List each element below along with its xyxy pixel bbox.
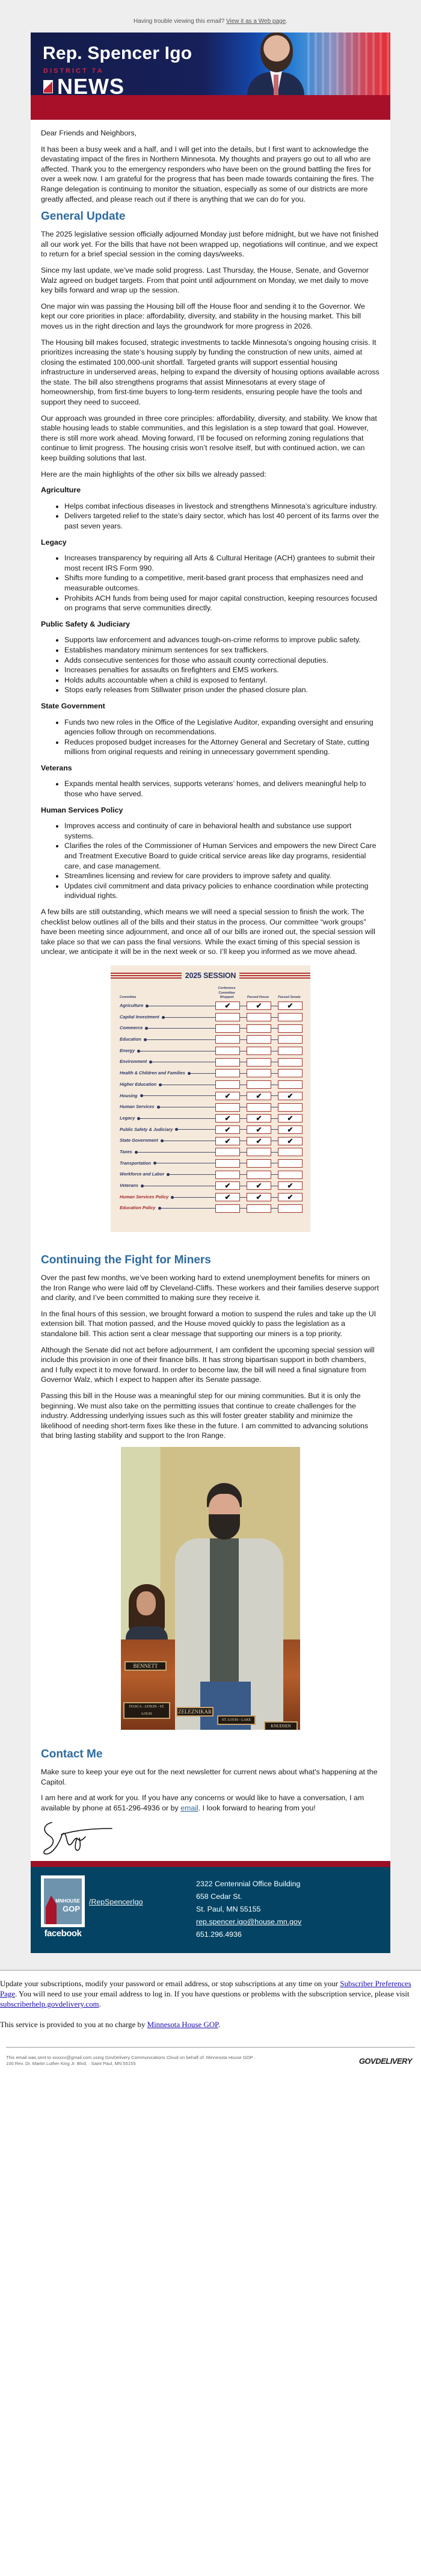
checklist-row xyxy=(111,1113,310,1124)
empty-checkbox xyxy=(215,1171,240,1179)
banner-district: DISTRICT 7A xyxy=(43,67,104,75)
committee-name: State Government xyxy=(120,1138,158,1144)
list-item: • Establishes mandatory minimum sentences for sex traffickers. xyxy=(64,645,380,655)
checkmark-icon: ✔ xyxy=(278,1114,303,1122)
empty-checkbox xyxy=(215,1024,240,1033)
office-address xyxy=(196,1875,301,1941)
checkmark-icon: ✔ xyxy=(247,1181,271,1190)
connector-line xyxy=(271,1028,278,1029)
connector-line xyxy=(171,1197,215,1198)
empty-checkbox xyxy=(247,1204,271,1213)
conference-column-header: Conference Committee Wrapped xyxy=(218,986,236,1000)
committee-name: Agriculture xyxy=(120,1003,144,1009)
contact-paragraph xyxy=(41,1793,380,1813)
session-checklist-image xyxy=(41,965,380,1232)
checkmark-icon: ✔ xyxy=(278,1092,303,1100)
connector-line xyxy=(175,1129,215,1130)
committee-name: Taxes xyxy=(120,1148,132,1154)
bill-list-human-services-policy xyxy=(41,821,380,901)
miners-paragraph: Over the past few months, we’ve been working hard to extend unemployment benefits for miners on the Iron Range who were laid off by Cleveland-Cliffs. These workers and their families deserve support and clarity, and I’ve been committed to making sure they receive it. xyxy=(41,1274,379,1302)
update-paragraph: Our approach was grounded in three core principles: affordability, diversity, and stability. We know that stable housing leads to stable communities, and this legislation is a step toward that goal. However, there is still more work ahead. Moving forward, I’ll be focused on reforming zoning regulations that continue to limit progress. The housing crisis won’t resolve itself, but with continued action, we can keep building solutions that last. xyxy=(41,413,377,463)
stripes-decoration xyxy=(111,973,182,979)
list-item: • Helps combat infectious diseases in livestock and strengthens Minnesota’s agriculture industry. xyxy=(64,501,380,512)
checkmark-icon: ✔ xyxy=(215,1092,240,1100)
logo-text: MNHOUSE xyxy=(55,1898,80,1904)
minnesota-house-gop-link[interactable]: Minnesota House GOP xyxy=(147,2020,218,2030)
connector-line xyxy=(158,1208,215,1209)
connector-line xyxy=(240,1073,247,1074)
bill-list-veterans xyxy=(41,779,380,799)
connector-line xyxy=(271,1129,278,1130)
connector-line xyxy=(240,1174,247,1175)
empty-checkbox xyxy=(215,1080,240,1089)
connector-line xyxy=(240,1152,247,1153)
checklist-row xyxy=(111,1147,310,1158)
list-item: • Streamlines licensing and review for care providers to improve safety and quality. xyxy=(64,871,380,881)
address-line: St. Paul, MN 55155 xyxy=(196,1905,261,1914)
signature-icon xyxy=(41,1819,119,1856)
empty-checkbox xyxy=(247,1024,271,1033)
connector-line xyxy=(240,1039,247,1040)
footer-red-bar xyxy=(31,1861,390,1867)
connector-line xyxy=(145,1028,215,1029)
preheader xyxy=(0,17,421,33)
connector-line xyxy=(188,1073,215,1074)
checklist-row xyxy=(111,1203,310,1214)
facebook-icon: facebook xyxy=(44,1928,82,1939)
govdelivery-logo[interactable]: GOVDELIVERY xyxy=(358,2056,412,2066)
empty-checkbox xyxy=(278,1171,303,1179)
connector-line xyxy=(271,1152,278,1153)
list-item: • Improves access and continuity of care in behavioral health and substance use support systems. xyxy=(64,821,380,841)
footer-social xyxy=(41,1875,189,1941)
checklist-title: 2025 SESSION xyxy=(185,971,236,980)
facebook-handle xyxy=(89,1898,143,1941)
list-item: • Stops early releases from Stillwater prison under the phased closure plan. xyxy=(64,685,380,695)
checkmark-icon: ✔ xyxy=(247,1114,271,1122)
empty-checkbox xyxy=(247,1080,271,1089)
subscription-text xyxy=(0,1971,421,2030)
connector-line xyxy=(135,1152,215,1153)
checkmark-icon: ✔ xyxy=(247,1092,271,1100)
bill-heading-veterans: Veterans xyxy=(41,763,72,772)
connector-line xyxy=(240,1028,247,1029)
preheader-text: Having trouble viewing this email? xyxy=(134,18,225,25)
checklist-row xyxy=(111,1012,310,1023)
bill-heading-agriculture: Agriculture xyxy=(41,486,81,495)
checklist-row xyxy=(111,1158,310,1169)
list-item: • Increases penalties for assaults on firefighters and EMS workers. xyxy=(64,665,380,675)
bill-list-public-safety xyxy=(41,635,380,695)
empty-checkbox xyxy=(215,1069,240,1077)
committee-name: Higher Education xyxy=(120,1081,157,1087)
bill-heading-state-government: State Government xyxy=(41,701,105,710)
list-item: • Increases transparency by requiring all Arts & Cultural Heritage (ACH) grantees to submit their most recent IRS Form 990. xyxy=(64,553,380,573)
intro-paragraph: It has been a busy week and a half, and I will get into the details, but I first want to acknowledge the devastating impact of the fires in Northern Minnesota. My thoughts and prayers go out to all who are affected. Thank you to the emergency responders who have been on the ground battling the fires for over a week now. I am grateful for the progress that has been made towards containing the fires. The Range delegation is continuing to monitor the situation, especially as some of our districts are more greatly affected, and please reach out if there is anything that we can do for you. xyxy=(41,144,374,203)
connector-line xyxy=(140,1095,215,1096)
connector-line xyxy=(271,1017,278,1018)
banner-news-row xyxy=(43,76,124,98)
committee-name: Housing xyxy=(120,1092,138,1098)
committee-name: Education xyxy=(120,1036,141,1042)
committee-name: Legacy xyxy=(120,1115,135,1121)
checklist-rows xyxy=(111,1000,310,1214)
connector-line xyxy=(271,1174,278,1175)
committee-name: Energy xyxy=(120,1047,135,1053)
update-paragraph: The 2025 legislative session officially adjourned Monday just before midnight, but we have not finished all our work yet. For the bills that have not been wrapped up, negotiations will continue, and we expect to return for a brief special session in the coming days/weeks. xyxy=(41,230,379,259)
list-item: • Updates civil commitment and data privacy policies to enhance coordination while protecting individual rights. xyxy=(64,881,380,901)
empty-checkbox xyxy=(247,1058,271,1067)
bill-list-agriculture xyxy=(41,501,380,531)
miners-heading: Continuing the Fight for Miners xyxy=(41,1254,211,1267)
empty-checkbox xyxy=(215,1148,240,1156)
greeting: Dear Friends and Neighbors, xyxy=(41,129,137,137)
legal-text: This email was sent to xxxxxx@gmail.com using GovDelivery Communications Cloud on behalf of: Minnesota House GOP · 100 Rev. Dr. Martin Luther King Jr. Blvd. · Saint Paul, MN 55155 xyxy=(6,2055,256,2067)
house-floor-photo xyxy=(41,1447,380,1730)
closing-paragraph: A few bills are still outstanding, which means we will need a special session to finish the work. The checklist below outlines all of the bills and their status in the process. Our committee “work groups” have been meeting since adjournment, and once all of our bills are ironed out, the special session will take place so that we can pass the final versions. While the exact timing of this special session is unclear, we anticipate it will be in the next week or so. I’ll keep you informed as we move ahead. xyxy=(41,908,375,956)
empty-checkbox xyxy=(278,1024,303,1033)
contact-text: I am here and at work for you. If you have any concerns or would like to have a conversation, I am available by phone at 651-296-4936 or by xyxy=(41,1794,364,1812)
empty-checkbox xyxy=(247,1148,271,1156)
connector-line xyxy=(271,1197,278,1198)
capitol-building-image xyxy=(307,33,390,95)
empty-checkbox xyxy=(247,1171,271,1179)
checkmark-icon: ✔ xyxy=(215,1114,240,1122)
checkmark-icon: ✔ xyxy=(215,1181,240,1190)
connector-line xyxy=(271,1118,278,1119)
contact-paragraph: Make sure to keep your eye out for the next newsletter for current news about what's happening at the Capitol. xyxy=(41,1767,378,1786)
checklist-row xyxy=(111,1180,310,1192)
empty-checkbox xyxy=(278,1013,303,1021)
address-line: 2322 Centennial Office Building xyxy=(196,1880,301,1889)
empty-checkbox xyxy=(278,1035,303,1044)
update-paragraph: The Housing bill makes focused, strategic investments to tackle Minnesota’s ongoing housing crisis. It prioritizes increasing the state’s housing supply by funding the construction of new units, aimed at closing the estimated 100,000-unit shortfall. Targeted grants will support essential housing infrastructure in underserved areas, helping to expand the diversity of housing options available across the state. The bill also strengthens programs that assist Minnesotans at every stage of homeownership, from first-time buyers to long-term residents, ensuring people have the tools and support they need to succeed. xyxy=(41,338,380,407)
contact-text: . I look forward to hearing from you! xyxy=(198,1803,316,1812)
committee-name: Health & Children and Families xyxy=(120,1070,185,1076)
miners-paragraph: In the final hours of this session, we brought forward a motion to suspend the rules and take up the UI extension bill. That motion passed, and the House moved quickly to pass the legislation as a standalone bill. This action sent a clear message that supporting our miners is a top priority. xyxy=(41,1309,376,1338)
checkmark-icon: ✔ xyxy=(278,1137,303,1145)
empty-checkbox xyxy=(278,1103,303,1112)
contact-heading: Contact Me xyxy=(41,1747,103,1760)
subscription-text-part: This service is provided to you at no charge by xyxy=(0,2020,147,2030)
checkmark-icon: ✔ xyxy=(215,1137,240,1145)
list-item: • Prohibits ACH funds from being used for major capital construction, keeping resources focused on programs that serve communities directly. xyxy=(64,593,380,613)
mn-house-gop-logo-icon xyxy=(43,80,53,93)
list-item: • Clarifies the roles of the Commissioner of Human Services and empowers the new Direct Care and Treatment Executive Board to guide critical service areas like day programs, residential care, and case management. xyxy=(64,841,380,871)
connector-line xyxy=(271,1208,278,1209)
checklist-row xyxy=(111,1135,310,1147)
empty-checkbox xyxy=(215,1013,240,1021)
header-banner xyxy=(31,33,390,120)
checklist-row xyxy=(111,1079,310,1091)
committee-name: Transportation xyxy=(120,1160,152,1166)
subscription-text-part: . xyxy=(218,2020,221,2030)
list-item: • Reduces proposed budget increases for the Attorney General and Secretary of State, cutting millions from original requests and reining in unnecessary government spending. xyxy=(64,737,380,757)
list-item: • Supports law enforcement and advances tough-on-crime reforms to improve public safety. xyxy=(64,635,380,645)
committee-name: Environment xyxy=(120,1059,147,1065)
checklist-row xyxy=(111,1192,310,1203)
empty-checkbox xyxy=(247,1159,271,1168)
empty-checkbox xyxy=(278,1159,303,1168)
empty-checkbox xyxy=(247,1103,271,1112)
empty-checkbox xyxy=(215,1058,240,1067)
email-link[interactable]: email xyxy=(180,1803,198,1812)
main-content xyxy=(31,120,390,1856)
photo-rep-speaking xyxy=(121,1447,300,1730)
bill-list-state-government xyxy=(41,717,380,757)
checkmark-icon: ✔ xyxy=(278,1181,303,1190)
empty-checkbox xyxy=(247,1069,271,1077)
committee-name: Commerce xyxy=(120,1025,143,1031)
checkmark-icon: ✔ xyxy=(247,1193,271,1201)
checkmark-icon: ✔ xyxy=(215,1193,240,1201)
checkmark-icon: ✔ xyxy=(215,1002,240,1010)
connector-line xyxy=(240,1129,247,1130)
list-item: • Shifts more funding to a competitive, merit-based grant process that emphasizes need and measurable outcomes. xyxy=(64,573,380,593)
connector-line xyxy=(271,1095,278,1096)
nameplate: BENNETT xyxy=(124,1661,167,1671)
banner-red-bar xyxy=(31,95,390,120)
subscriber-help-link[interactable]: subscriberhelp.govdelivery.com xyxy=(0,2000,99,2009)
miners-paragraph: Although the Senate did not act before adjournment, I am confident the upcoming special session will include this provision in one of their finance bills. It has strong bipartisan support in both chambers, and I fully expect it to move forward. In order to become law, the bill will need a final signature from Governor Walz, which I expect to happen after its Senate passage. xyxy=(41,1345,375,1384)
house-column-header: Passed House xyxy=(247,995,269,1000)
footer-phone: 651.296.4936 xyxy=(196,1930,242,1939)
committee-name: Education Policy xyxy=(120,1205,156,1211)
checkmark-icon: ✔ xyxy=(247,1002,271,1010)
banner-title: Rep. Spencer Igo xyxy=(43,43,192,63)
checkmark-icon: ✔ xyxy=(278,1002,303,1010)
connector-line xyxy=(137,1118,215,1119)
legal-footer xyxy=(0,2048,421,2067)
subscription-text-part: . xyxy=(99,2000,101,2009)
stripes-decoration xyxy=(239,973,310,979)
empty-checkbox xyxy=(215,1204,240,1213)
checklist-row xyxy=(111,1124,310,1136)
checklist-row xyxy=(111,1056,310,1068)
list-item: • Delivers targeted relief to the state’s dairy sector, which has lost 40 percent of its farms over the past seven years. xyxy=(64,511,380,531)
committee-name: Veterans xyxy=(120,1183,138,1189)
checkmark-icon: ✔ xyxy=(278,1125,303,1134)
facebook-link[interactable]: /RepSpencerIgo xyxy=(89,1898,143,1907)
senate-column-header: Passed Senate xyxy=(278,995,301,1000)
facebook-logo[interactable] xyxy=(41,1875,85,1941)
view-web-page-link[interactable]: View it as a Web page xyxy=(226,18,286,25)
list-item: • Funds two new roles in the Office of the Legislative Auditor, expanding oversight and ensuring agencies follow through on recommendations. xyxy=(64,717,380,737)
empty-checkbox xyxy=(215,1047,240,1055)
committee-name: Capital Investment xyxy=(120,1014,159,1020)
subscription-text-part: Update your subscriptions, modify your password or email address, or stop subscriptions at any time on your xyxy=(0,1980,340,1989)
checklist-row xyxy=(111,1169,310,1180)
bill-heading-public-safety: Public Safety & Judiciary xyxy=(41,619,131,628)
committee-name: Workforce and Labor xyxy=(120,1171,165,1177)
connector-line xyxy=(240,1017,247,1018)
address-line: 658 Cedar St. xyxy=(196,1892,242,1901)
list-item: • Expands mental health services, supports veterans’ homes, and delivers meaningful help to those who have served. xyxy=(64,779,380,799)
nameplate: KNUDSEN xyxy=(264,1721,298,1730)
subscription-paragraph xyxy=(0,1979,421,2010)
connector-line xyxy=(167,1174,215,1175)
empty-checkbox xyxy=(215,1159,240,1168)
logo-text: GOP xyxy=(63,1904,80,1914)
bill-heading-human-services-policy: Human Services Policy xyxy=(41,805,123,814)
subscriber-preferences-link[interactable]: Subscriber Preferences Page xyxy=(0,1980,411,1999)
footer-contact-block xyxy=(31,1867,390,1953)
checklist-row xyxy=(111,1045,310,1057)
empty-checkbox xyxy=(278,1047,303,1055)
connector-line xyxy=(240,1197,247,1198)
footer-email-link[interactable]: rep.spencer.igo@house.mn.gov xyxy=(196,1918,302,1927)
signature-image xyxy=(41,1819,380,1856)
committee-column-header: Committee xyxy=(120,995,137,1000)
checklist-row xyxy=(111,1101,310,1113)
empty-checkbox xyxy=(215,1035,240,1044)
checkmark-icon: ✔ xyxy=(215,1125,240,1134)
checkmark-icon: ✔ xyxy=(278,1193,303,1201)
update-paragraph: Here are the main highlights of the other six bills we already passed: xyxy=(41,469,266,478)
checklist-row xyxy=(111,1068,310,1079)
empty-checkbox xyxy=(278,1058,303,1067)
photo-speaking-legislator xyxy=(169,1483,289,1730)
mn-house-gop-logo-icon xyxy=(41,1875,85,1927)
nameplate: ITASCA - AITKIN - ST. LOUIS xyxy=(123,1702,170,1719)
nameplate: ST. LOUIS - LAKE xyxy=(217,1715,256,1725)
email-body xyxy=(31,33,390,1953)
empty-checkbox xyxy=(247,1013,271,1021)
connector-line xyxy=(240,1208,247,1209)
general-update-heading: General Update xyxy=(41,210,126,223)
session-checklist xyxy=(111,965,310,1232)
update-paragraph: Since my last update, we’ve made solid progress. Last Thursday, the House, Senate, and Governor Walz agreed on budget targets. From that point until adjournment on Monday, we met daily to move key bills forward and wrap up the session. xyxy=(41,265,369,295)
checklist-row xyxy=(111,1023,310,1034)
subscription-text-part: . You will need to use your email address to log in. If you have questions or problems with the subscription service, please visit xyxy=(15,1990,410,1999)
connector-line xyxy=(144,1039,215,1040)
empty-checkbox xyxy=(278,1069,303,1077)
checklist-header xyxy=(111,970,310,981)
committee-name: Human Services Policy xyxy=(120,1194,169,1200)
connector-line xyxy=(271,1039,278,1040)
bill-list-legacy xyxy=(41,553,380,613)
nameplate: ZELEZNIKAR xyxy=(176,1707,214,1717)
connector-line xyxy=(240,1118,247,1119)
miners-paragraph: Passing this bill in the House was a meaningful step for our mining communities. But it is only the beginning. We must also take on the permitting issues that continue to create challenges for the industry. Addressing underlying issues such as this will foster greater stability and minimize the likelihood of needing short-term fixes like these in the future. I am committed to advancing solutions that bring lasting stability and support to the Iron Range. xyxy=(41,1391,369,1440)
update-paragraph: One major win was passing the Housing bill off the House floor and sending it to the Governor. We kept our core priorities in place: affordability, diversity, and stability in the housing market. This bill moves us in the right direction and lays the groundwork for more progress in 2026. xyxy=(41,302,365,330)
checkmark-icon: ✔ xyxy=(247,1125,271,1134)
checklist-column-headers xyxy=(111,981,310,1000)
bill-heading-legacy: Legacy xyxy=(41,537,67,546)
preheader-suffix: . xyxy=(286,18,287,25)
connector-line xyxy=(240,1095,247,1096)
subscription-footer xyxy=(0,1970,421,2073)
checkmark-icon: ✔ xyxy=(247,1137,271,1145)
empty-checkbox xyxy=(215,1103,240,1112)
connector-line xyxy=(271,1073,278,1074)
list-item: • Holds adults accountable when a child is exposed to fentanyl. xyxy=(64,675,380,686)
service-paragraph xyxy=(0,2020,421,2030)
committee-name: Public Safety & Judiciary xyxy=(120,1126,173,1132)
representative-portrait xyxy=(247,33,304,95)
empty-checkbox xyxy=(278,1080,303,1089)
checklist-row xyxy=(111,1090,310,1101)
banner-news: NEWS xyxy=(57,74,124,99)
committee-name: Human Services xyxy=(120,1104,155,1110)
empty-checkbox xyxy=(247,1035,271,1044)
checklist-row xyxy=(111,1000,310,1012)
empty-checkbox xyxy=(247,1047,271,1055)
connector-line xyxy=(162,1017,215,1018)
checklist-row xyxy=(111,1034,310,1045)
empty-checkbox xyxy=(278,1148,303,1156)
list-item: • Adds consecutive sentences for those who assault county correctional deputies. xyxy=(64,655,380,666)
empty-checkbox xyxy=(278,1204,303,1213)
